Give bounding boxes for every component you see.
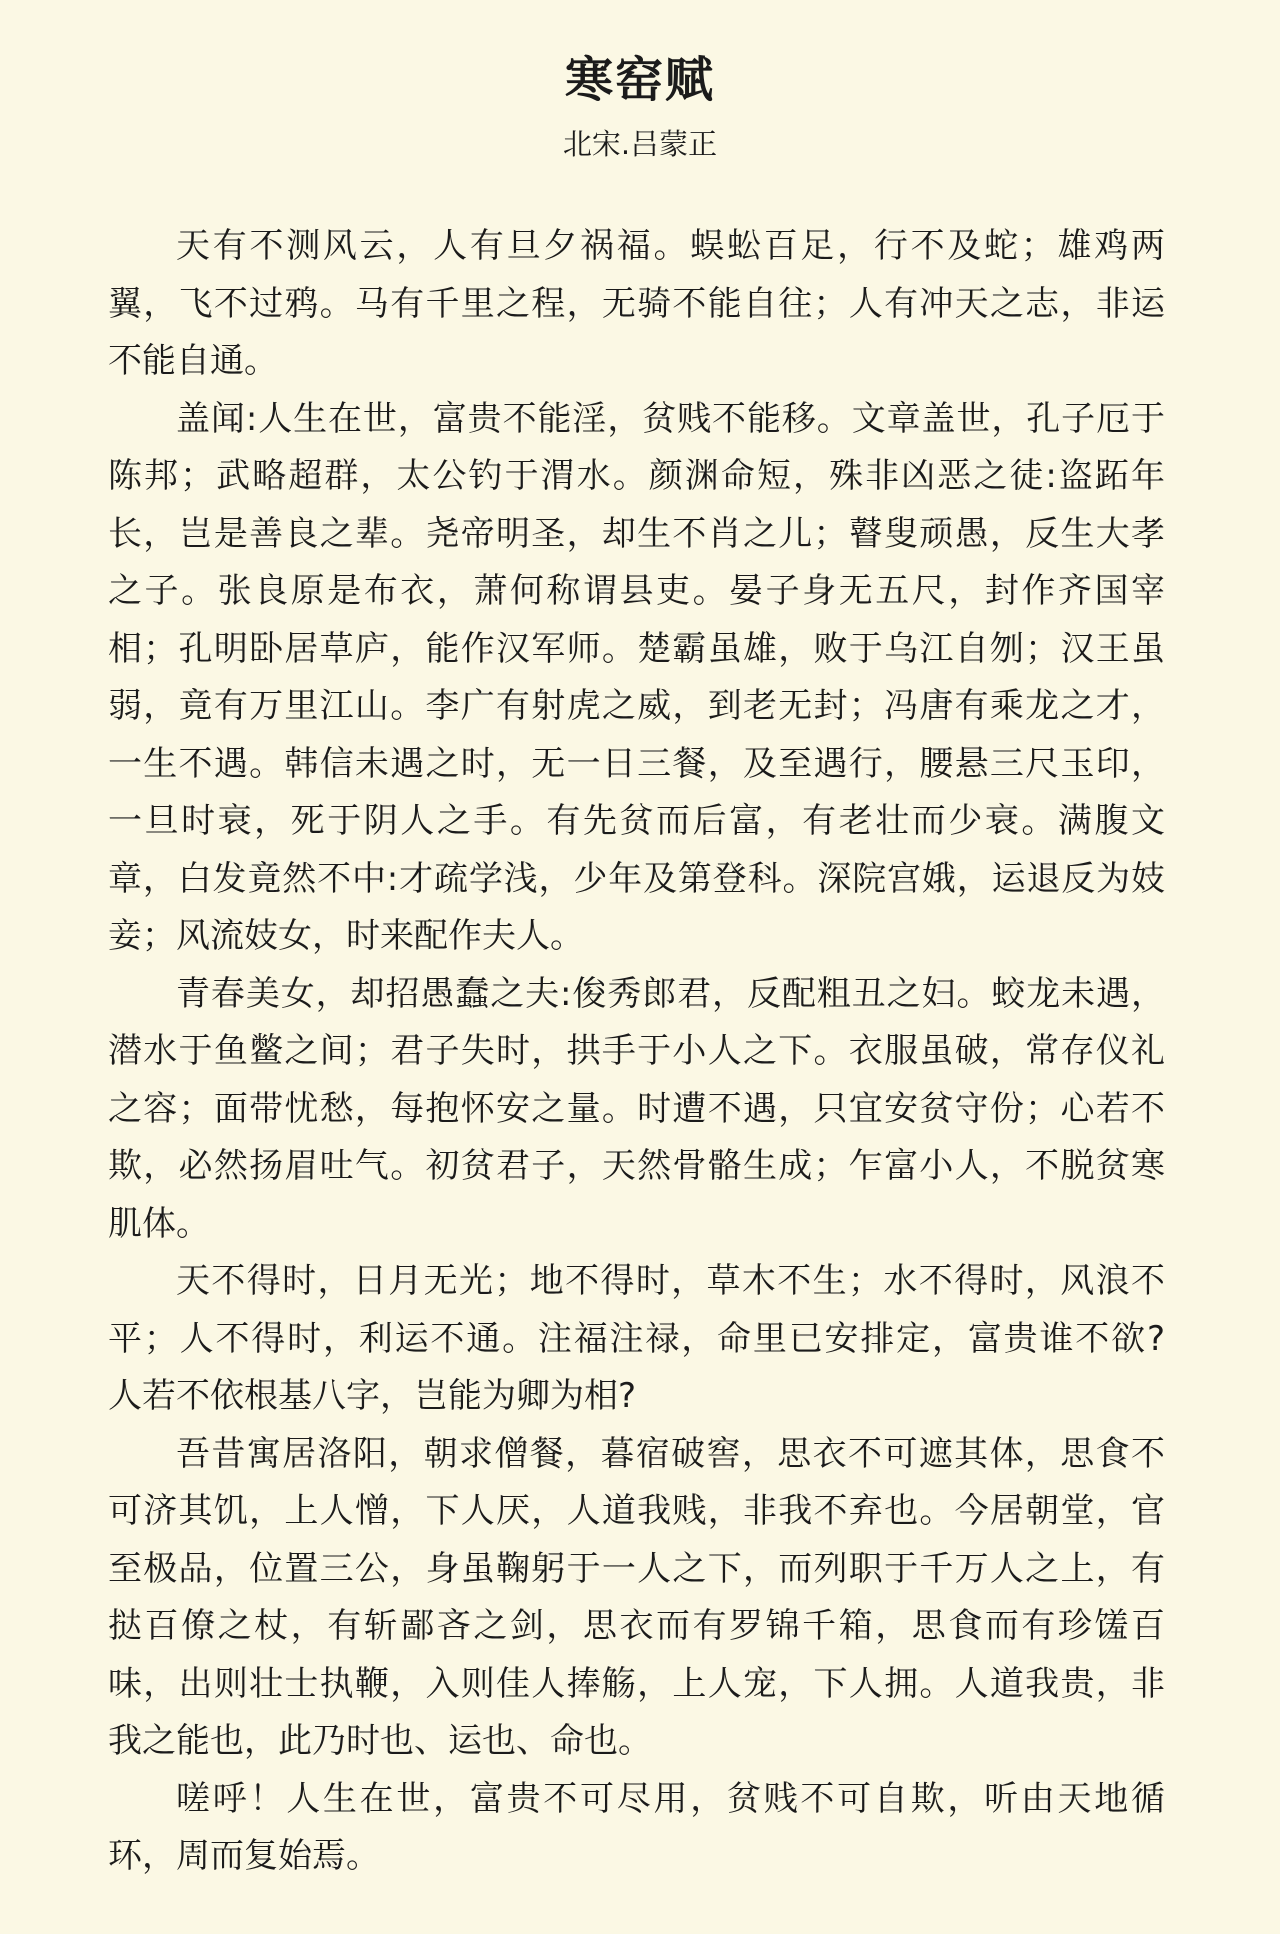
text-line: 至极品，位置三公，身虽鞠躬于一人之下，而列职于千万人之上，有	[108, 1548, 1165, 1589]
text-line: 之子。张良原是布衣，萧何称谓县吏。晏子身无五尺，封作齐国宰	[108, 571, 1165, 611]
text-line: 肌体。	[108, 1203, 210, 1244]
document-title: 寒窑赋	[564, 52, 715, 108]
text-line: 翼，飞不过鸦。马有千里之程，无骑不能自往；人有冲天之志，非运	[108, 283, 1165, 324]
text-line: 之容；面带忧愁，每抱怀安之量。时遭不遇，只宜安贫守份；心若不	[108, 1088, 1165, 1129]
text-line: 一旦时衰，死于阴人之手。有先贫而后富，有老壮而少衰。满腹文	[108, 801, 1165, 841]
text-line: 我之能也，此乃时也、运也、命也。	[108, 1721, 652, 1761]
text-line: 长，岂是善良之辈。尧帝明圣，却生不肖之儿；瞽叟顽愚，反生大孝	[108, 513, 1165, 554]
text-line: 可济其饥，上人憎，下人厌，人道我贱，非我不弃也。今居朝堂，官	[108, 1491, 1165, 1531]
text-line: 妾；风流妓女，时来配作夫人。	[108, 916, 584, 956]
text-line: 弱，竟有万里江山。李广有射虎之威，到老无封；冯唐有乘龙之才，	[108, 686, 1165, 726]
text-line: 潜水于鱼鳖之间；君子失时，拱手于小人之下。衣服虽破，常存仪礼	[108, 1031, 1165, 1071]
text-line: 青春美女，却招愚蠢之夫:俊秀郎君，反配粗丑之妇。蛟龙未遇，	[176, 973, 1165, 1014]
text-line: 天不得时，日月无光；地不得时，草木不生；水不得时，风浪不	[176, 1261, 1165, 1301]
text-line: 环，周而复始焉。	[108, 1836, 380, 1876]
text-line: 味，出则壮士执鞭，入则佳人捧觞，上人宠，下人拥。人道我贵，非	[108, 1663, 1165, 1704]
text-line: 陈邦；武略超群，太公钓于渭水。颜渊命短，殊非凶恶之徒:盗跖年	[108, 456, 1165, 496]
text-line: 挞百僚之杖，有斩鄙吝之剑，思衣而有罗锦千箱，思食而有珍馐百	[108, 1606, 1165, 1646]
text-line: 盖闻:人生在世，富贵不能淫，贫贱不能移。文章盖世，孔子厄于	[176, 398, 1165, 439]
text-line: 章，白发竟然不中:才疏学浅，少年及第登科。深院宫娥，运退反为妓	[108, 858, 1165, 899]
text-line: 一生不遇。韩信未遇之时，无一日三餐，及至遇行，腰悬三尺玉印，	[108, 743, 1165, 784]
text-line: 天有不测风云，人有旦夕祸福。蜈蚣百足，行不及蛇；雄鸡两	[176, 226, 1165, 266]
text-line: 欺，必然扬眉吐气。初贫君子，天然骨骼生成；乍富小人，不脱贫寒	[108, 1146, 1165, 1186]
paragraph-4	[108, 1253, 1165, 1426]
paragraph-5	[108, 1426, 1165, 1771]
paragraph-1	[108, 218, 1165, 391]
document-body	[108, 218, 1165, 1886]
text-line: 不能自通。	[108, 341, 278, 381]
text-line: 相；孔明卧居草庐，能作汉军师。楚霸虽雄，败于乌江自刎；汉王虽	[108, 628, 1165, 669]
paragraph-6	[108, 1771, 1165, 1886]
text-line: 嗟呼！人生在世，富贵不可尽用，贫贱不可自欺，听由天地循	[176, 1778, 1165, 1819]
paragraph-2	[108, 391, 1165, 966]
author-line: 北宋.吕蒙正	[562, 127, 718, 161]
text-line: 人若不依根基八字，岂能为卿为相?	[108, 1376, 637, 1416]
text-line: 平；人不得时，利运不通。注福注禄，命里已安排定，富贵谁不欲?	[108, 1318, 1165, 1359]
text-line: 吾昔寓居洛阳，朝求僧餐，暮宿破窖，思衣不可遮其体，思食不	[176, 1433, 1165, 1474]
paragraph-3	[108, 966, 1165, 1254]
